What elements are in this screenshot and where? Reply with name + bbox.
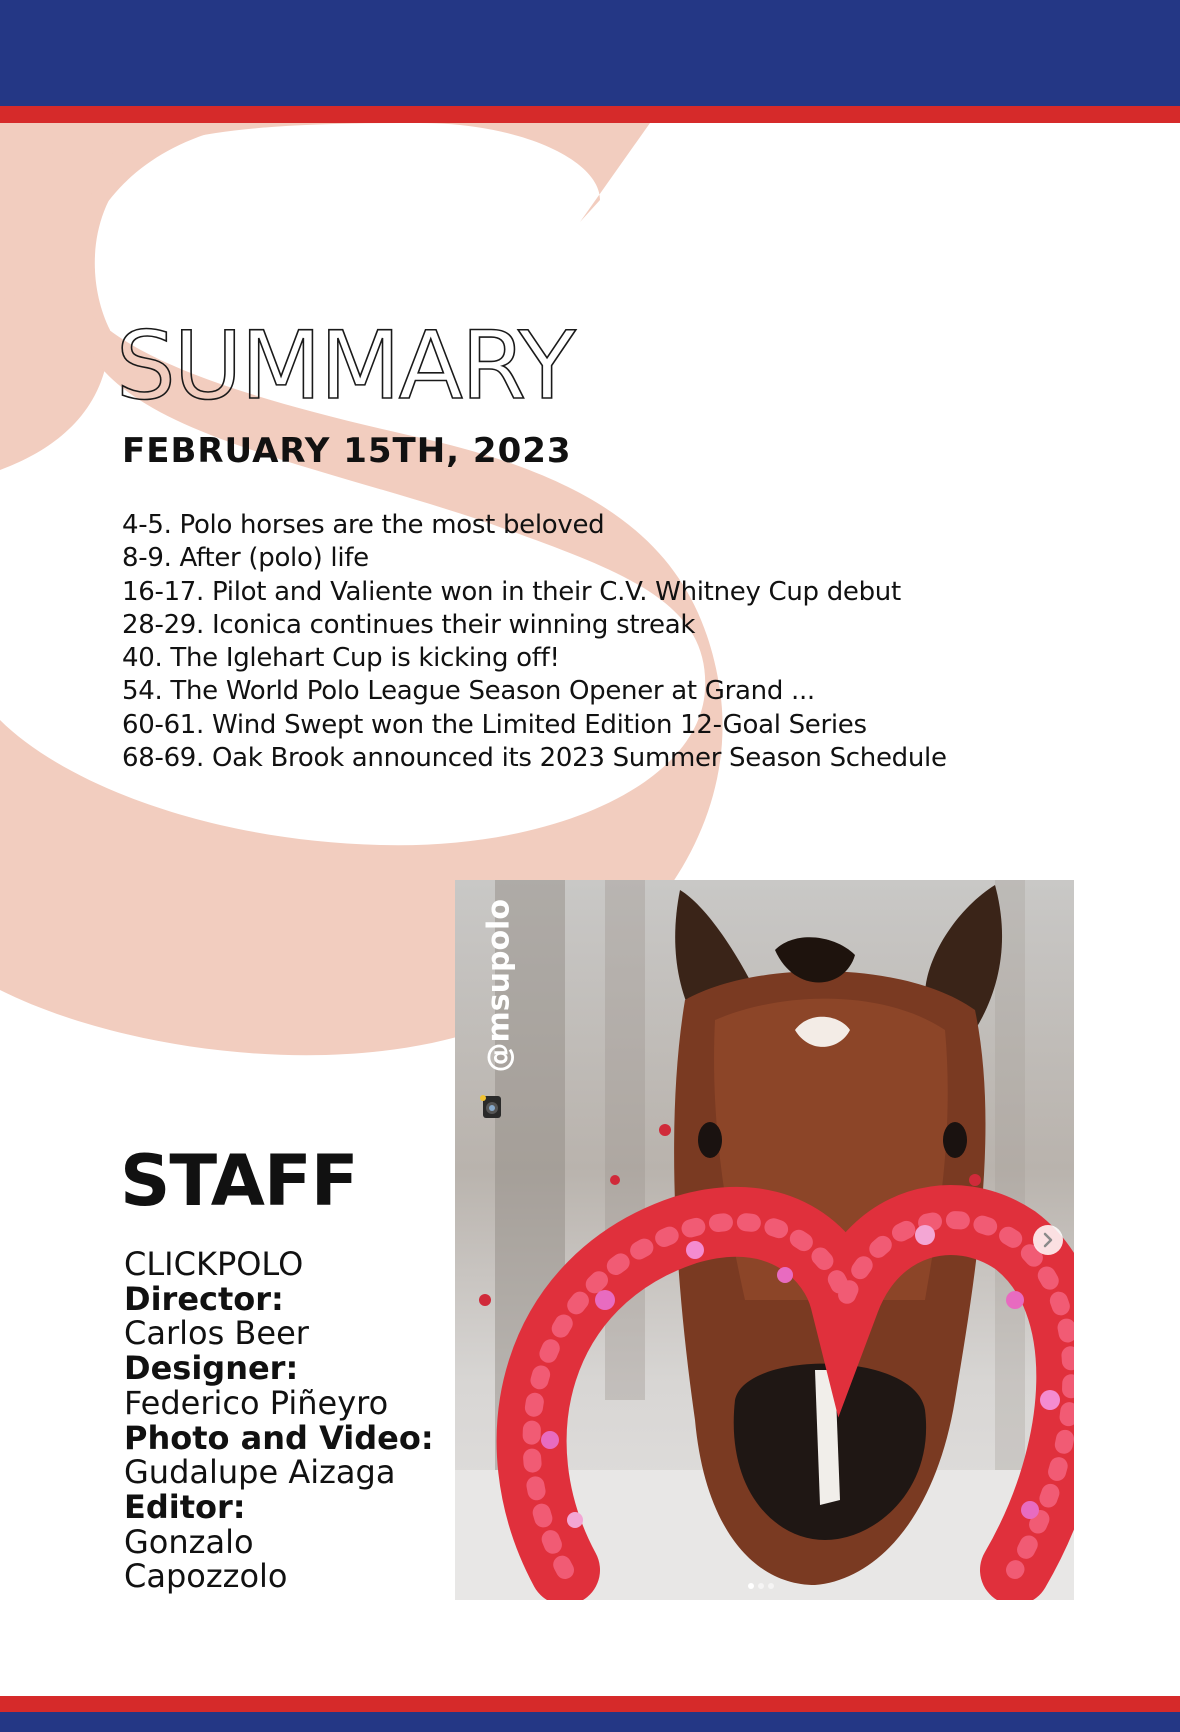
horse-illustration bbox=[455, 880, 1074, 1600]
camera-icon bbox=[477, 1092, 507, 1122]
top-navy-band bbox=[0, 0, 1180, 106]
list-item: 4-5. Polo horses are the most beloved bbox=[122, 510, 605, 540]
svg-text:SUMMARY: SUMMARY bbox=[116, 316, 574, 408]
summary-title bbox=[116, 316, 616, 408]
list-item: 40. The Iglehart Cup is kicking off! bbox=[122, 643, 560, 674]
staff-role-label: Editor: bbox=[124, 1487, 246, 1526]
staff-list bbox=[124, 1247, 454, 1594]
staff-company: CLICKPOLO bbox=[124, 1245, 304, 1283]
bottom-red-stripe bbox=[0, 1696, 1180, 1712]
table-of-contents bbox=[122, 509, 947, 775]
staff-title: STAFF bbox=[120, 1140, 358, 1222]
carousel-dot[interactable] bbox=[748, 1583, 754, 1589]
chevron-right-icon[interactable] bbox=[1033, 1225, 1063, 1255]
list-item: 54. The World Polo League Season Opener at Grand ... bbox=[122, 676, 815, 707]
issue-date: FEBRUARY 15TH, 2023 bbox=[122, 431, 572, 471]
list-item: 60-61. Wind Swept won the Limited Edition 12-Goal Series bbox=[122, 709, 867, 740]
carousel-dot[interactable] bbox=[768, 1583, 774, 1589]
horse-photo bbox=[455, 880, 1074, 1600]
staff-role-label: Director: bbox=[124, 1279, 284, 1318]
staff-role-label: Photo and Video: bbox=[124, 1418, 434, 1457]
bottom-navy-band bbox=[0, 1712, 1180, 1732]
staff-person: Federico Piñeyro bbox=[124, 1383, 389, 1422]
top-red-stripe bbox=[0, 106, 1180, 123]
carousel-dots bbox=[748, 1576, 782, 1584]
list-item: 28-29. Iconica continues their winning streak bbox=[122, 609, 696, 640]
staff-role-label: Designer: bbox=[124, 1349, 299, 1388]
list-item: 8-9. After (polo) life bbox=[122, 543, 369, 574]
instagram-handle: @msupolo bbox=[481, 899, 517, 1073]
list-item: 16-17. Pilot and Valiente won in their C.V. Whitney Cup debut bbox=[122, 576, 901, 607]
staff-person: Gonzalo bbox=[124, 1522, 254, 1561]
list-item: 68-69. Oak Brook announced its 2023 Summer Season Schedule bbox=[122, 743, 947, 774]
staff-person: Capozzolo bbox=[124, 1557, 288, 1596]
staff-person: Gudalupe Aizaga bbox=[124, 1453, 396, 1492]
staff-person: Carlos Beer bbox=[124, 1314, 309, 1353]
carousel-dot[interactable] bbox=[758, 1583, 764, 1589]
